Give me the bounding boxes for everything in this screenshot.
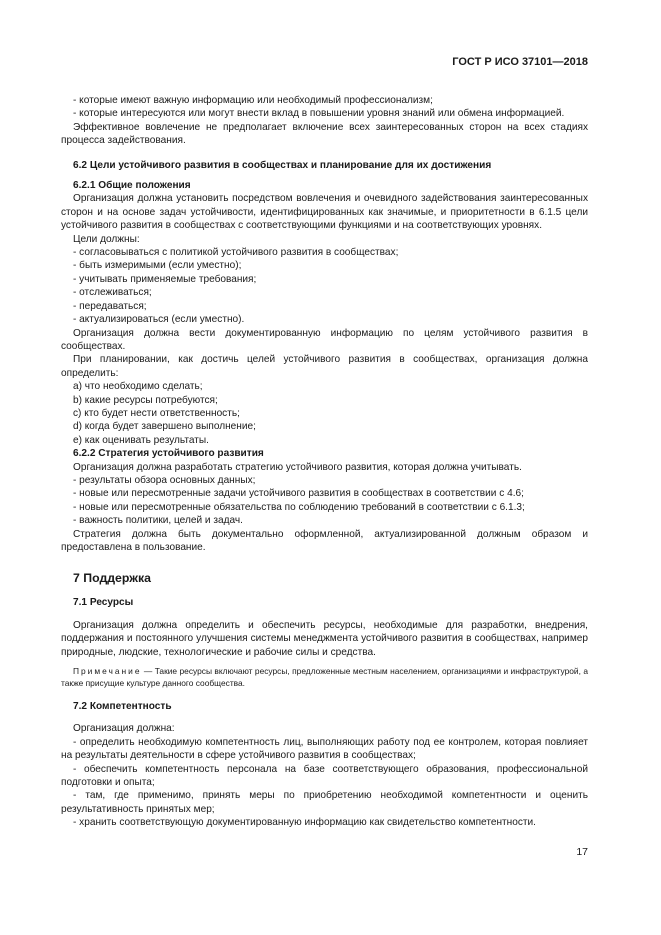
intro-paragraph: Эффективное вовлечение не предполагает включение всех заинтересованных сторон на всех стадиях процесса задействования. <box>61 121 588 147</box>
section-7-heading: 7 Поддержка <box>73 571 151 586</box>
paragraph: При планировании, как достичь целей устойчивого развития в сообществах, организация должна определить: <box>61 354 588 379</box>
intro-item: - которые интересуются или могут внести вклад в повышении уровня знаний или обмена информацией. <box>73 108 565 120</box>
section-7-2-heading: 7.2 Компетентность <box>73 701 172 713</box>
list-item: b) какие ресурсы потребуются; <box>73 394 218 406</box>
paragraph: Организация должна разработать стратегию устойчивого развития, которая должна учитывать. <box>73 461 522 473</box>
section-6-2-heading: 6.2 Цели устойчивого развития в сообществах и планирование для их достижения <box>73 159 492 171</box>
list-item: - обеспечить компетентность персонала на базе соответствующего образования, профессиональной подготовки и опыта; <box>61 763 588 789</box>
list-item: - быть измеримыми (если уместно); <box>73 260 242 272</box>
document-body <box>61 94 588 830</box>
list-item: - там, где применимо, принять меры по приобретению необходимой компетентности и оценить результативность принятых мер; <box>61 790 588 815</box>
list-item: - хранить соответствующую документированную информацию как свидетельство компетентности. <box>73 817 536 829</box>
standard-header: ГОСТ Р ИСО 37101—2018 <box>452 56 588 68</box>
note-label: Примечание <box>73 666 142 677</box>
list-item: - новые или пересмотренные обязательства по соблюдению требований в соответствии с 6.1.3; <box>73 501 525 513</box>
list-item: - актуализироваться (если уместно). <box>73 314 245 326</box>
paragraph: Организация должна установить посредством вовлечения и очевидного задействования заинтересованных сторон и на основе задач устойчивости, идентифицированных как значимые, и приоритетности в 6.1.5 цели устойчивого развития в сообществах с соответствующими функциями и на соответствующих уровнях. <box>61 193 588 232</box>
list-item: a) что необходимо сделать; <box>73 381 203 393</box>
list-item: - отслеживаться; <box>73 287 152 299</box>
goals-intro: Цели должны: <box>73 233 140 245</box>
list-item: - передаваться; <box>73 300 147 312</box>
paragraph: Организация должна вести документированную информацию по целям устойчивого развития в сообществах. <box>61 327 588 352</box>
page-number: 17 <box>576 846 588 858</box>
note-text: — Такие ресурсы включают ресурсы, предложенные местным населением, организациями и инфраструктурой, а также присущие культуре данного сообщества. <box>61 666 588 689</box>
list-item: - определить необходимую компетентность лиц, выполняющих работу под ее контролем, которая повлияет на результаты деятельности в сфере устойчивого развития в сообществах; <box>61 736 588 762</box>
list-item: - согласовываться с политикой устойчивого развития в сообществах; <box>73 247 399 259</box>
paragraph: Организация должна: <box>73 723 175 735</box>
list-item: - важность политики, целей и задач. <box>73 515 243 527</box>
list-item: - учитывать применяемые требования; <box>73 273 257 285</box>
list-item: - новые или пересмотренные задачи устойчивого развития в сообществах в соответствии с 4.6; <box>73 488 524 500</box>
list-item: c) кто будет нести ответственность; <box>73 407 240 419</box>
paragraph: Стратегия должна быть документально оформленной, актуализированной должным образом и предоставлена в пользование. <box>61 528 588 553</box>
paragraph: Организация должна определить и обеспечить ресурсы, необходимые для разработки, внедрения, поддержания и постоянного улучшения системы менеджмента устойчивого развития в сообществах, например природные, людские, технологические и рабочие силы и средства. <box>61 619 588 658</box>
intro-item: - которые имеют важную информацию или необходимый профессионализм; <box>73 95 433 106</box>
list-item: e) как оценивать результаты. <box>73 434 209 446</box>
section-6-2-2-heading: 6.2.2 Стратегия устойчивого развития <box>73 448 264 460</box>
section-6-2-1-heading: 6.2.1 Общие положения <box>73 180 191 192</box>
note <box>61 665 588 689</box>
list-item: - результаты обзора основных данных; <box>73 474 256 486</box>
list-item: d) когда будет завершено выполнение; <box>73 421 256 433</box>
section-7-1-heading: 7.1 Ресурсы <box>73 597 134 609</box>
